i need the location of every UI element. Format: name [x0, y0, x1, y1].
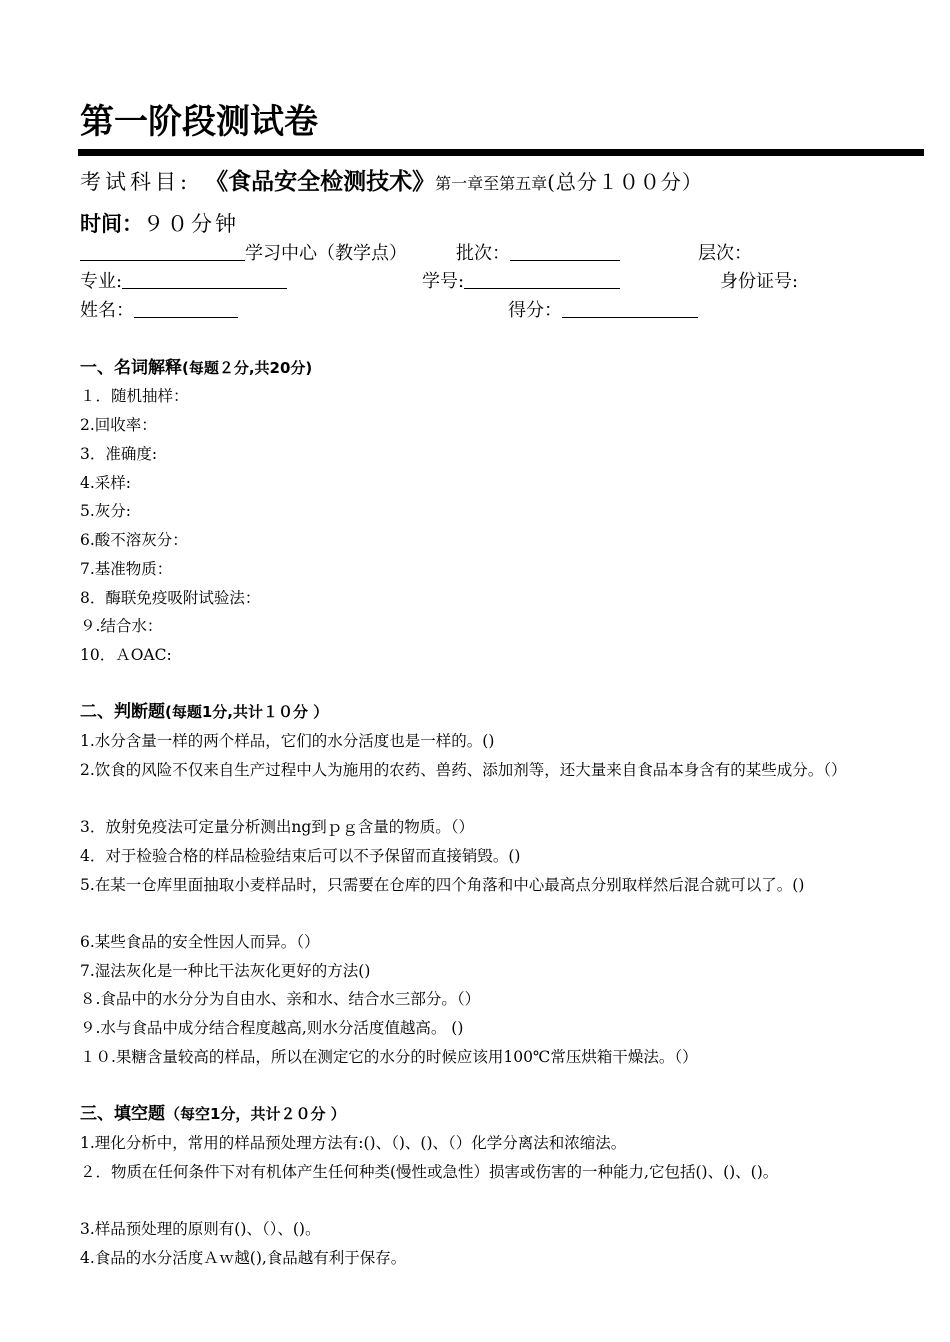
question-2-4: 4．对于检验合格的样品检验结束后可以不予保留而直接销毁。(): [80, 847, 521, 865]
question-2-9: ９.水与食品中成分结合程度越高,则水分活度值越高。 (): [80, 1019, 464, 1037]
time-line: [80, 208, 239, 240]
batch-field: [456, 241, 620, 267]
name-label: 姓名：: [80, 300, 134, 321]
question-3-2: ２．物质在任何条件下对有机体产生任何种类(慢性或急性）损害或伤害的一种能力,它包括()、()、()。: [80, 1163, 779, 1181]
center-label: 学习中心（教学点）: [245, 243, 407, 264]
question-2-2: 2.饮食的风险不仅来自生产过程中人为施用的农药、兽药、添加剂等，还大量来自食品本身含有的某些成分。（）: [80, 761, 847, 779]
subject-line: [80, 166, 703, 200]
question-1-10: 10．ＡOAC:: [80, 646, 172, 664]
title-divider: [78, 149, 924, 156]
batch-blank: [510, 242, 620, 261]
question-1-9: ９.结合水：: [80, 617, 163, 635]
name-field: [80, 298, 238, 324]
chapter-range: 第一章至第五章: [435, 174, 548, 193]
section-1-note: (每题２分,共20分): [182, 359, 313, 377]
score-label: 得分：: [508, 300, 562, 321]
section-3-title: [80, 1101, 346, 1127]
question-3-3: 3.样品预处理的原则有()、（）、()。: [80, 1220, 321, 1238]
section-2-note: (每题1分,共计１０分 ）: [165, 703, 329, 721]
section-1-heading: 一、名词解释: [80, 358, 182, 378]
id-no-label: 身份证号:: [720, 271, 799, 292]
id-no-field: [720, 269, 798, 295]
score-field: [508, 298, 698, 324]
section-2-heading: 二、判断题: [80, 702, 165, 722]
section-3-note: （每空1分，共计２０分 ）: [165, 1105, 346, 1123]
center-field: [80, 241, 407, 267]
question-2-8: ８.食品中的水分分为自由水、亲和水、结合水三部分。（）: [80, 990, 481, 1008]
major-field: [80, 269, 287, 295]
question-2-6: 6.某些食品的安全性因人而异。（）: [80, 933, 320, 951]
level-label: 层次：: [698, 243, 752, 264]
section-3-heading: 三、填空题: [80, 1104, 165, 1124]
level-field: [698, 241, 752, 267]
center-blank: [80, 242, 245, 261]
question-3-4: 4.食品的水分活度Ａｗ越(),食品越有利于保存。: [80, 1249, 407, 1267]
question-1-2: 2.回收率：: [80, 416, 157, 434]
question-2-3: 3．放射免疫法可定量分析测出ng到ｐｇ含量的物质。（）: [80, 818, 475, 836]
student-no-label: 学号:: [422, 271, 465, 292]
question-1-4: 4.采样:: [80, 474, 132, 492]
section-1-title: [80, 355, 312, 381]
major-label: 专业:: [80, 271, 123, 292]
student-no-field: [422, 269, 620, 295]
question-2-7: 7.湿法灰化是一种比干法灰化更好的方法(): [80, 962, 371, 980]
name-blank: [134, 299, 238, 318]
question-1-5: 5.灰分:: [80, 502, 132, 520]
section-2-title: [80, 699, 328, 725]
question-2-10: １０.果糖含量较高的样品，所以在测定它的水分的时候应该用100℃常压烘箱干燥法。（）: [80, 1048, 698, 1066]
question-1-7: 7.基准物质：: [80, 560, 173, 578]
total-score: (总分１００分）: [547, 170, 703, 194]
page-title: 第一阶段测试卷: [80, 102, 318, 142]
time-label: 时间：: [80, 212, 143, 236]
question-2-5: 5.在某一仓库里面抽取小麦样品时，只需要在仓库的四个角落和中心最高点分别取样然后混合就可以了。(): [80, 876, 805, 894]
question-3-1: 1.理化分析中，常用的样品预处理方法有:()、（)、()、（）化学分离法和浓缩法。: [80, 1134, 627, 1152]
question-1-6: 6.酸不溶灰分：: [80, 531, 188, 549]
course-name: 《食品安全检测技术》: [205, 169, 436, 195]
batch-label: 批次：: [456, 243, 510, 264]
subject-label: 考试科目:: [80, 170, 192, 194]
question-1-1: １．随机抽样：: [80, 387, 189, 405]
major-blank: [122, 270, 287, 289]
time-value: ９０分钟: [143, 212, 239, 236]
student-no-blank: [464, 270, 620, 289]
question-2-1: 1.水分含量一样的两个样品，它们的水分活度也是一样的。(): [80, 732, 495, 750]
score-blank: [562, 299, 698, 318]
question-1-8: 8．酶联免疫吸附试验法：: [80, 589, 261, 607]
question-1-3: 3．准确度:: [80, 445, 158, 463]
